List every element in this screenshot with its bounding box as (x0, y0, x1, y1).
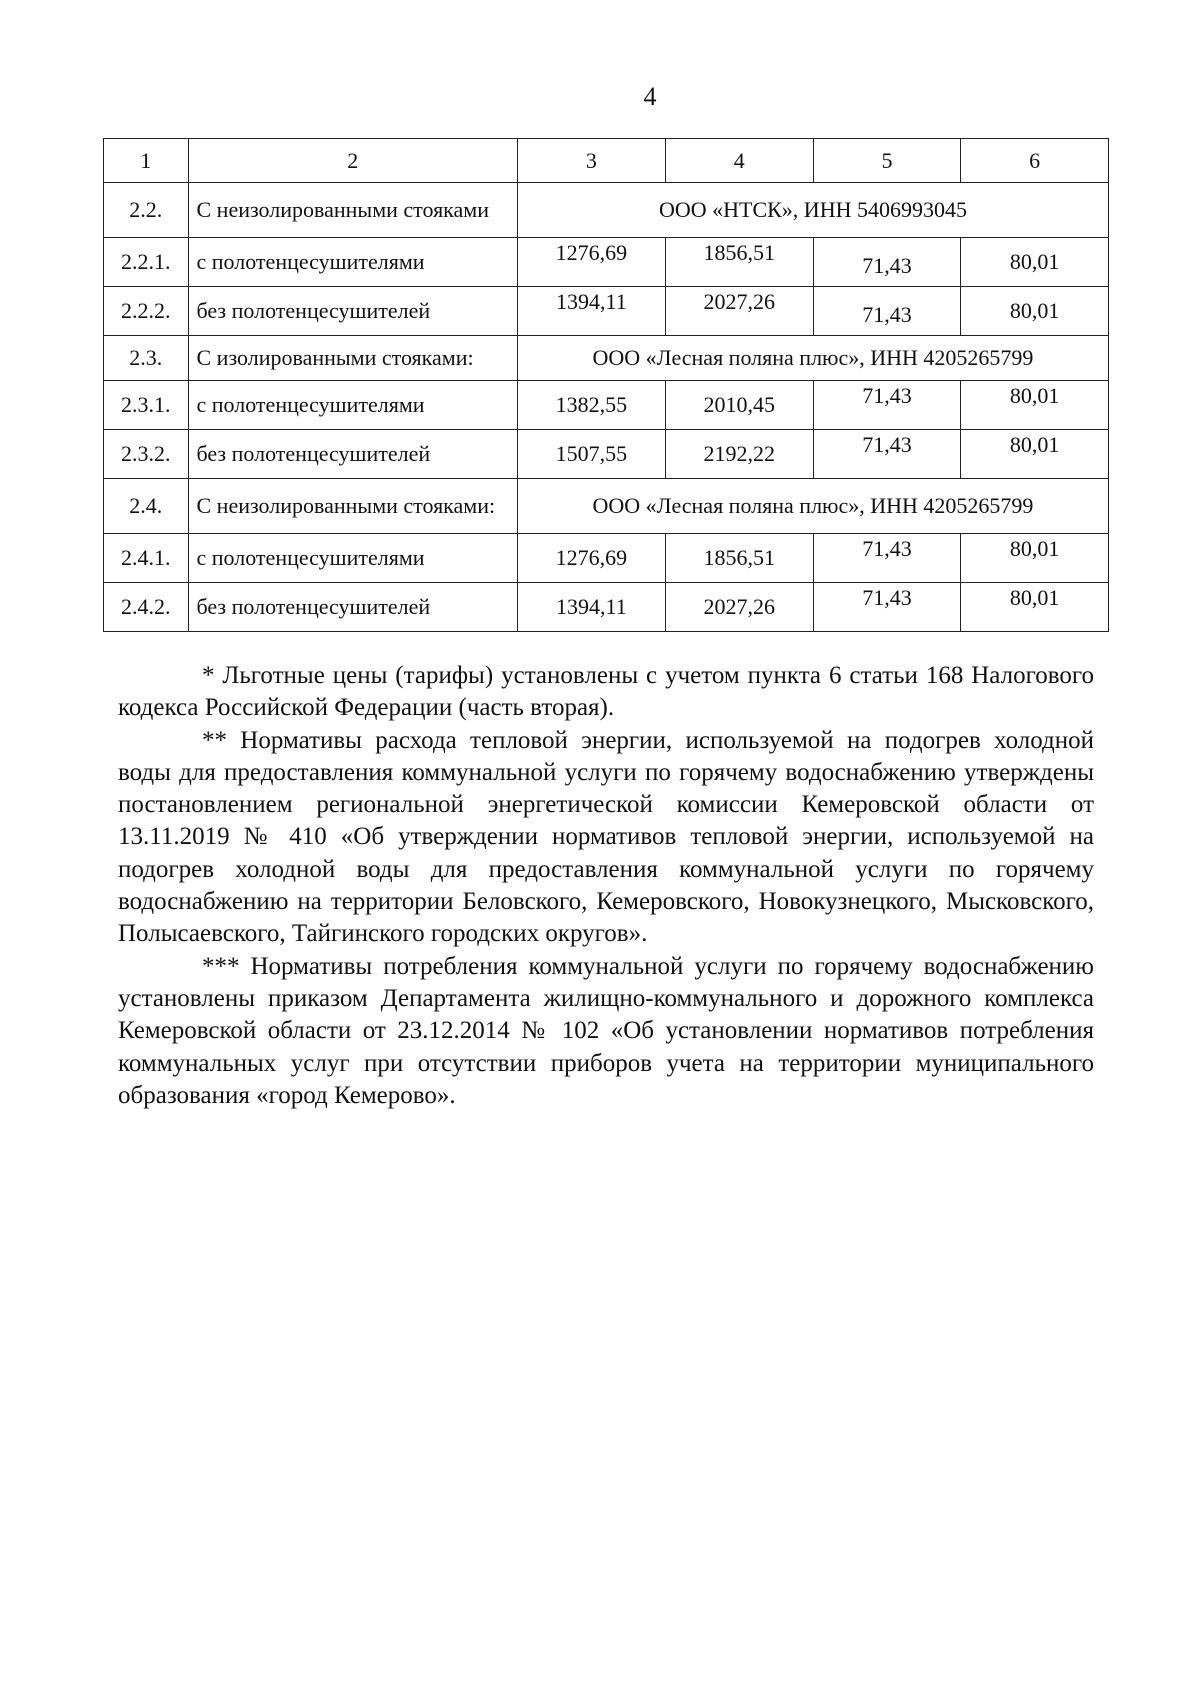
value-cell-5 (813, 238, 961, 287)
row-label: без полотенцесушителей (188, 287, 517, 336)
footnote-3: *** Нормативы потребления коммунальной услуги по горячему водоснабжению установлены приказом Департамента жилищно-коммунального и дорожного комплекса Кемеровской области от 23.12.2014 № 102 «Об установлении нормативов потребления коммунальных услуг при отсутствии приборов учета на территории муниципального образования «город Кемерово». (118, 952, 1094, 1109)
value-cell-3 (517, 238, 665, 287)
value-cell-4 (665, 534, 813, 583)
value-cell-3 (517, 381, 665, 430)
row-label: с полотенцесушителями (188, 381, 517, 430)
value: 80,01 (1009, 432, 1060, 457)
value-cell-4 (665, 381, 813, 430)
organization-cell: ООО «Лесная поляна плюс», ИНН 4205265799 (517, 336, 1108, 381)
value: 1394,11 (556, 289, 627, 314)
value: 2027,26 (703, 289, 776, 314)
row-number: 2.3. (104, 336, 189, 381)
value: 2192,22 (703, 441, 776, 466)
value-cell-3 (517, 583, 665, 632)
row-label: С неизолированными стояками: (188, 479, 517, 534)
row-label: с полотенцесушителями (188, 534, 517, 583)
header-cell-5: 5 (813, 139, 961, 183)
value-cell-4 (665, 583, 813, 632)
table-row (104, 183, 1109, 238)
value: 2010,45 (703, 392, 776, 417)
row-label: без полотенцесушителей (188, 583, 517, 632)
row-number: 2.2.2. (104, 287, 189, 336)
row-label: С неизолированными стояками (188, 183, 517, 238)
value: 2027,26 (703, 594, 776, 619)
value: 1276,69 (555, 545, 628, 570)
table-row (104, 583, 1109, 632)
table-row (104, 238, 1109, 287)
row-label: с полотенцесушителями (188, 238, 517, 287)
organization-cell: ООО «Лесная поляна плюс», ИНН 4205265799 (517, 479, 1108, 534)
header-cell-3: 3 (517, 139, 665, 183)
header-cell-2: 2 (188, 139, 517, 183)
row-number: 2.4.2. (104, 583, 189, 632)
header-cell-6: 6 (961, 139, 1109, 183)
row-label: без полотенцесушителей (188, 430, 517, 479)
value-cell-4 (665, 430, 813, 479)
value: 1276,69 (555, 240, 628, 265)
footnote-1: * Льготные цены (тарифы) установлены с учетом пункта 6 статьи 168 Налогового кодекса Российской Федерации (часть вторая). (118, 662, 1094, 722)
value: 80,01 (1009, 383, 1060, 408)
header-cell-4: 4 (665, 139, 813, 183)
page-number: 4 (643, 82, 657, 111)
value: 80,01 (1009, 298, 1060, 323)
row-label: С изолированными стояками: (188, 336, 517, 381)
value: 71,43 (862, 253, 912, 278)
value-cell-6 (961, 381, 1109, 430)
value: 71,43 (862, 383, 912, 408)
table-row (104, 534, 1109, 583)
value-cell-6 (961, 430, 1109, 479)
table-header-row (104, 139, 1109, 183)
value: 1856,51 (703, 545, 776, 570)
value-cell-3 (517, 534, 665, 583)
table-row (104, 430, 1109, 479)
value: 71,43 (862, 536, 912, 561)
value-cell-4 (665, 287, 813, 336)
value: 80,01 (1009, 585, 1060, 610)
value-cell-5 (813, 430, 961, 479)
row-number: 2.3.1. (104, 381, 189, 430)
header-cell-1: 1 (104, 139, 189, 183)
value-cell-5 (813, 381, 961, 430)
tariff-table (103, 138, 1109, 632)
value-cell-6 (961, 287, 1109, 336)
footnote-2: ** Нормативы расхода тепловой энергии, используемой на подогрев холодной воды для предоставления коммунальной услуги по горячему водоснабжению утверждены постановлением региональной энергетической комиссии Кемеровской области от 13.11.2019 № 410 «Об утверждении нормативов тепловой энергии, используемой на подогрев холодной воды для предоставления коммунальной услуги по горячему водоснабжению на территории Беловского, Кемеровского, Новокузнецкого, Мысковского, Полысаевского, Тайгинского городских округов». (118, 726, 1094, 948)
value-cell-4 (665, 238, 813, 287)
value: 80,01 (1009, 249, 1060, 274)
value: 1856,51 (703, 240, 776, 265)
value-cell-6 (961, 238, 1109, 287)
value-cell-3 (517, 287, 665, 336)
row-number: 2.2. (104, 183, 189, 238)
value: 71,43 (862, 302, 912, 327)
value-cell-5 (813, 583, 961, 632)
value-cell-3 (517, 430, 665, 479)
organization-cell: ООО «НТСК», ИНН 5406993045 (517, 183, 1108, 238)
value: 1507,55 (555, 441, 628, 466)
row-number: 2.4.1. (104, 534, 189, 583)
table-row (104, 479, 1109, 534)
value-cell-6 (961, 583, 1109, 632)
row-number: 2.3.2. (104, 430, 189, 479)
table-row (104, 287, 1109, 336)
value-cell-6 (961, 534, 1109, 583)
value: 71,43 (862, 585, 912, 610)
value: 71,43 (862, 432, 912, 457)
row-number: 2.2.1. (104, 238, 189, 287)
value: 1382,55 (555, 392, 628, 417)
table-row (104, 336, 1109, 381)
value: 80,01 (1009, 536, 1060, 561)
row-number: 2.4. (104, 479, 189, 534)
value: 1394,11 (556, 594, 627, 619)
table-row (104, 381, 1109, 430)
value-cell-5 (813, 534, 961, 583)
footnotes (118, 660, 1094, 1112)
value-cell-5 (813, 287, 961, 336)
